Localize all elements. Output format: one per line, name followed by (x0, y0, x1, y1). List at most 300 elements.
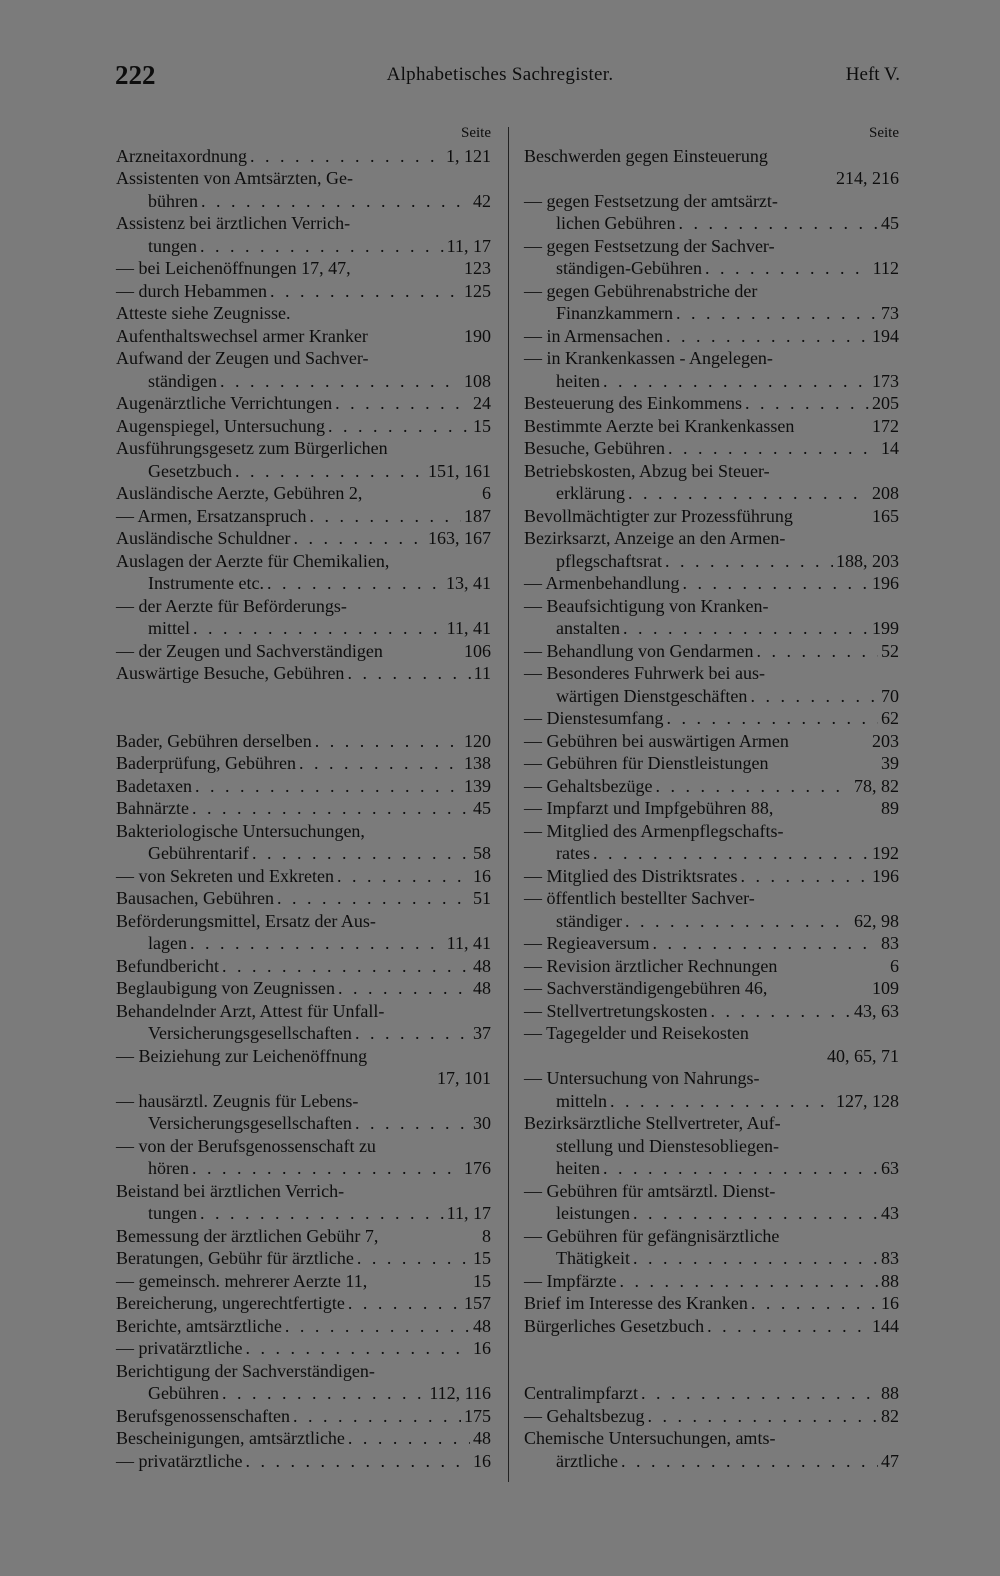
page-refs: 176 (464, 1158, 491, 1178)
entry-text: Versicherungsgesellschaften (148, 1113, 352, 1133)
entry-text: rates (556, 843, 590, 863)
entry-text: — Mitglied des Distriktsrates (524, 865, 738, 886)
index-entry (524, 572, 899, 595)
index-entry (116, 572, 491, 595)
index-entry (116, 1315, 491, 1338)
entry-line: Beschwerden gegen Einsteuerung (524, 145, 768, 166)
index-entry (116, 1112, 491, 1135)
entry-text: — Impfärzte (524, 1270, 617, 1291)
page-refs: 127, 128 (836, 1090, 899, 1111)
leader-dots (756, 640, 878, 663)
page-refs: 8 (482, 1225, 491, 1246)
entry-text: — Regieaversum (524, 933, 650, 953)
index-entry (116, 527, 491, 550)
page-refs: 106 (464, 640, 491, 661)
leader-dots (250, 145, 443, 168)
page-refs: 16 (881, 1293, 899, 1313)
page-refs: 48 (473, 1428, 491, 1448)
page-refs: 208 (872, 483, 899, 503)
page-refs: 15 (473, 1270, 491, 1291)
leader-dots (745, 392, 869, 415)
left-entries (116, 145, 491, 1473)
entry-text: — Gehaltsbezug (524, 1405, 645, 1426)
leader-dots (328, 415, 470, 438)
page-refs: 51 (473, 888, 491, 908)
page-refs: 88 (881, 1270, 899, 1291)
page-refs: 58 (473, 843, 491, 863)
entry-text: anstalten (556, 618, 620, 638)
entry-text: ärztliche (556, 1450, 618, 1471)
entry-text: — Gebühren bei auswärtigen Armen (524, 730, 789, 751)
leader-dots (220, 370, 461, 393)
entry-text: — von Sekreten und Exkreten (116, 865, 334, 886)
page-refs: 70 (881, 685, 899, 706)
leader-dots (628, 482, 869, 505)
entry-text: Baderprüfung, Gebühren (116, 753, 296, 773)
entry-text: Bemessung der ärztlichen Gebühr 7, (116, 1225, 379, 1246)
leader-dots (201, 190, 470, 213)
index-entry (524, 415, 899, 438)
index-entry (524, 437, 899, 460)
entry-text: — Revision ärztlicher Rechnungen (524, 955, 778, 976)
leader-dots (666, 707, 878, 730)
entry-text: Centralimpfarzt (524, 1383, 638, 1403)
page-refs: 139 (464, 775, 491, 796)
index-entry (524, 685, 899, 708)
index-entry (116, 1450, 491, 1473)
leader-dots (190, 932, 444, 955)
leader-dots (750, 685, 878, 708)
page-refs: 88 (881, 1383, 899, 1403)
index-entry (116, 887, 491, 910)
page-refs: 172 (872, 415, 899, 436)
entry-text: Bahnärzte (116, 798, 189, 818)
entry-text: — in Armensachen (524, 325, 663, 346)
index-entry (116, 325, 491, 348)
page-refs: 83 (881, 1248, 899, 1268)
page-refs: 190 (464, 325, 491, 346)
leader-dots (200, 235, 444, 258)
index-entry (524, 302, 899, 325)
entry-text: — Armenbehandlung (524, 573, 680, 593)
index-entry (116, 865, 491, 888)
entry-text: mitteln (556, 1090, 607, 1111)
entry-text: Besteuerung des Einkommens (524, 393, 742, 413)
index-entry (524, 1315, 899, 1338)
entry-line: Beistand bei ärztlichen Verrich- (116, 1180, 345, 1201)
entry-text: — Armen, Ersatzanspruch (116, 505, 307, 526)
entry-text: — Stellvertretungskosten (524, 1000, 708, 1021)
page-refs: 151, 161 (428, 460, 491, 481)
page-refs: 45 (881, 213, 899, 233)
leader-dots (751, 1292, 878, 1315)
entry-text: Instrumente etc. (148, 573, 264, 593)
page-refs: 205 (872, 393, 899, 413)
page-refs: 188, 203 (836, 550, 899, 571)
entry-text: Ausländische Schuldner (116, 528, 291, 548)
leader-dots (347, 662, 470, 685)
entry-line: — Gebühren für amtsärztl. Dienst- (524, 1180, 776, 1201)
index-entry (524, 797, 899, 820)
entry-text: Berichte, amtsärztliche (116, 1315, 282, 1336)
leader-dots (710, 1000, 851, 1023)
index-entry (116, 460, 491, 483)
leader-dots (682, 572, 869, 595)
entry-line: Berichtigung der Sachverständigen- (116, 1360, 375, 1381)
entry-text: — Gehaltsbezüge (524, 775, 653, 796)
entry-text: Badetaxen (116, 775, 192, 796)
index-entry (524, 1405, 899, 1428)
page-refs: 165 (872, 505, 899, 526)
index-entry (116, 392, 491, 415)
leader-dots (222, 1382, 426, 1405)
leader-dots (705, 257, 870, 280)
right-index-column (524, 122, 899, 1472)
page-refs: 24 (473, 393, 491, 413)
issue-label: Heft V. (845, 64, 900, 85)
page-refs: 16 (473, 865, 491, 886)
leader-dots (348, 1427, 470, 1450)
entry-text: — privatärztliche (116, 1450, 243, 1471)
leader-dots (192, 797, 470, 820)
entry-text: mittel (148, 618, 190, 638)
index-entry (524, 257, 899, 280)
page-refs: 62 (881, 708, 899, 728)
index-entry (524, 1000, 899, 1023)
entry-line: Assistenten von Amtsärzten, Ge- (116, 168, 353, 188)
page-refs: 37 (473, 1023, 491, 1043)
entry-text: heiten (556, 1158, 600, 1178)
entry-text: Arzneitaxordnung (116, 145, 247, 166)
index-entry (524, 640, 899, 663)
entry-line: — Beaufsichtigung von Kranken- (524, 595, 769, 616)
page-refs: 175 (464, 1405, 491, 1426)
page-refs: 16 (473, 1450, 491, 1471)
index-entry (524, 482, 899, 505)
page-refs: 73 (881, 303, 899, 323)
index-entry (116, 190, 491, 213)
entry-line: — Tagegelder und Reisekosten (524, 1023, 749, 1043)
leader-dots (222, 955, 470, 978)
index-entry (116, 1225, 491, 1248)
index-entry (116, 280, 491, 303)
leader-dots (633, 1202, 878, 1225)
index-entry (524, 707, 899, 730)
index-entry (116, 1022, 491, 1045)
entry-text: Augenspiegel, Untersuchung (116, 415, 325, 436)
entry-text: Bereicherung, ungerechtfertigte (116, 1293, 345, 1313)
leader-dots (633, 1247, 878, 1270)
entry-text: bühren (148, 190, 198, 211)
seite-label: Seite (869, 125, 899, 141)
index-entry (116, 1427, 491, 1450)
leader-dots (299, 752, 461, 775)
leader-dots (665, 550, 833, 573)
page-refs: 17, 101 (437, 1068, 491, 1088)
entry-line: — hausärztl. Zeugnis für Lebens- (116, 1090, 359, 1111)
index-entry (116, 617, 491, 640)
leader-dots (285, 1315, 470, 1338)
section-gap (116, 685, 491, 730)
entry-text: — Sachverständigengebühren 46, (524, 978, 768, 998)
entry-text: — privatärztliche (116, 1338, 243, 1358)
entry-line: Bezirksärztliche Stellvertreter, Auf- (524, 1113, 781, 1133)
entry-text: Bevollmächtigter zur Prozessführung (524, 505, 793, 526)
index-entry (524, 1270, 899, 1293)
page-refs: 163, 167 (428, 528, 491, 548)
leader-dots (293, 527, 425, 550)
index-entry (524, 775, 899, 798)
entry-text: ständigen (148, 370, 217, 391)
index-entry (524, 370, 899, 393)
page-refs: 214, 216 (836, 168, 899, 188)
entry-text: Gebührentarif (148, 843, 249, 863)
page-refs: 13, 41 (446, 573, 491, 593)
index-entry (116, 752, 491, 775)
entry-line: Behandelnder Arzt, Attest für Unfall- (116, 1000, 385, 1021)
index-entry (116, 257, 491, 280)
entry-text: Augenärztliche Verrichtungen (116, 393, 333, 413)
entry-continuation: stellung und Dienstesobliegen- (556, 1135, 779, 1156)
page-refs: 48 (473, 955, 491, 976)
entry-text: — durch Hebammen (116, 280, 267, 301)
page-refs: 11, 17 (446, 235, 491, 256)
index-entry (116, 235, 491, 258)
page-refs: 42 (473, 190, 491, 211)
index-entry (116, 415, 491, 438)
leader-dots (252, 842, 470, 865)
index-entry (524, 842, 899, 865)
entry-text: Bescheinigungen, amtsärztliche (116, 1428, 345, 1448)
index-entry (116, 955, 491, 978)
page-refs: 43, 63 (854, 1000, 899, 1021)
leader-dots (200, 1202, 444, 1225)
leader-dots (678, 212, 878, 235)
entry-text: Auswärtige Besuche, Gebühren (116, 663, 345, 683)
entry-line: — der Aerzte für Beförderungs- (116, 595, 347, 616)
leader-dots (267, 572, 443, 595)
index-entry (524, 325, 899, 348)
page-refs: 196 (872, 865, 899, 886)
seite-label: Seite (461, 125, 491, 141)
leader-dots (348, 1292, 461, 1315)
entry-text: — Dienstesumfang (524, 708, 664, 728)
entry-line: — Mitglied des Armenpflegschafts- (524, 820, 784, 841)
entry-text: Berufsgenossenschaften (116, 1405, 290, 1426)
page-refs: 43 (881, 1203, 899, 1223)
leader-dots (666, 325, 869, 348)
index-entry (116, 730, 491, 753)
leader-dots (355, 1022, 470, 1045)
entry-text: Bestimmte Aerzte bei Krankenkassen (524, 415, 795, 436)
entry-text: Besuche, Gebühren (524, 438, 665, 458)
entry-line: Bakteriologische Untersuchungen, (116, 820, 365, 841)
page-refs: 6 (482, 483, 491, 503)
entry-line: — Untersuchung von Nahrungs- (524, 1068, 760, 1088)
index-entry (116, 1292, 491, 1315)
entry-text: — der Zeugen und Sachverständigen (116, 640, 383, 661)
page-refs: 196 (872, 573, 899, 593)
leader-dots (603, 1157, 878, 1180)
leader-dots (647, 1405, 878, 1428)
index-entry (524, 505, 899, 528)
entry-text: Beratungen, Gebühr für ärztliche (116, 1248, 354, 1268)
entry-line: — Beiziehung zur Leichenöffnung (116, 1045, 368, 1066)
page-refs: 30 (473, 1113, 491, 1133)
entry-text: lagen (148, 933, 187, 953)
page-refs: 11, 17 (446, 1203, 491, 1223)
page-refs: 47 (881, 1450, 899, 1471)
entry-line: Assistenz bei ärztlichen Verrich- (116, 213, 351, 233)
entry-text: tungen (148, 235, 197, 256)
leader-dots (623, 617, 869, 640)
index-entry (524, 550, 899, 573)
entry-text: tungen (148, 1203, 197, 1223)
index-entry (524, 1157, 899, 1180)
page-refs: 39 (881, 753, 899, 773)
entry-text: ständiger (556, 910, 622, 931)
index-entry (524, 865, 899, 888)
entry-text: Bürgerliches Gesetzbuch (524, 1315, 705, 1336)
index-entry (524, 212, 899, 235)
page-refs: 11, 41 (446, 933, 491, 953)
leader-dots (610, 1090, 833, 1113)
entry-line: Atteste siehe Zeugnisse. (116, 303, 291, 323)
leader-dots (245, 1337, 470, 1360)
leader-dots (192, 1157, 461, 1180)
index-entry (116, 662, 491, 685)
leader-dots (740, 865, 869, 888)
index-entry (524, 617, 899, 640)
entry-text: — bei Leichenöffnungen 17, 47, (116, 258, 351, 278)
page-refs: 15 (473, 1248, 491, 1268)
entry-line: Chemische Untersuchungen, amts- (524, 1428, 776, 1448)
leader-dots (195, 775, 461, 798)
page-refs: 48 (473, 1315, 491, 1336)
leader-dots (668, 437, 878, 460)
leader-dots (593, 842, 869, 865)
page-refs: 125 (464, 280, 491, 301)
entry-text: lichen Gebühren (556, 213, 676, 233)
page-refs: 45 (473, 798, 491, 818)
entry-text: Finanzkammern (556, 303, 673, 323)
index-entry (116, 505, 491, 528)
leader-dots (652, 932, 878, 955)
page-number: 222 (115, 60, 156, 90)
index-entry (524, 1292, 899, 1315)
section-gap (524, 1337, 899, 1382)
index-entry (116, 640, 491, 663)
index-entry (116, 775, 491, 798)
index-entry (116, 370, 491, 393)
page-refs: 62, 98 (854, 910, 899, 931)
page-refs: 112 (872, 258, 899, 278)
entry-text: hören (148, 1158, 189, 1178)
page-refs: 194 (872, 325, 899, 346)
page-refs: 187 (464, 505, 491, 526)
entry-text: Ausländische Aerzte, Gebühren 2, (116, 483, 363, 503)
entry-text: wärtigen Dienstgeschäften (556, 685, 748, 706)
entry-text: — Impfarzt und Impfgebühren 88, (524, 798, 774, 818)
entry-line: — öffentlich bestellter Sachver- (524, 888, 755, 908)
leader-dots (293, 1405, 461, 1428)
leader-dots (193, 617, 444, 640)
page-refs: 82 (881, 1405, 899, 1426)
leader-dots (245, 1450, 470, 1473)
leader-dots (315, 730, 461, 753)
page-refs: 40, 65, 71 (827, 1045, 899, 1066)
entry-line: — Gebühren für gefängnisärztliche (524, 1225, 780, 1246)
index-entry (524, 932, 899, 955)
page-refs: 6 (890, 955, 899, 976)
leader-dots (357, 1247, 470, 1270)
entry-text: Beglaubigung von Zeugnissen (116, 978, 335, 998)
entry-text: Gesetzbuch (148, 460, 232, 481)
page-refs: 16 (473, 1338, 491, 1358)
leader-dots (676, 302, 878, 325)
page-refs: 52 (881, 640, 899, 661)
entry-line: — gegen Gebührenabstriche der (524, 280, 758, 301)
page-refs: 78, 82 (854, 775, 899, 796)
page-refs: 173 (872, 370, 899, 391)
running-title: Alphabetisches Sachregister. (386, 64, 614, 85)
index-entry (116, 1337, 491, 1360)
entry-text: Bader, Gebühren derselben (116, 730, 312, 751)
entry-text: Befundbericht (116, 955, 219, 976)
entry-text: Aufenthaltswechsel armer Kranker (116, 325, 368, 346)
entry-text: — gemeinsch. mehrerer Aerzte 11, (116, 1270, 368, 1291)
index-entry (116, 1202, 491, 1225)
index-entry (524, 730, 899, 753)
entry-line: Bezirksarzt, Anzeige an den Armen- (524, 528, 786, 548)
index-entry (524, 955, 899, 978)
page-refs: 199 (872, 618, 899, 638)
page-refs: 83 (881, 933, 899, 953)
page-refs: 157 (464, 1293, 491, 1313)
entry-line: Beförderungsmittel, Ersatz der Aus- (116, 910, 376, 931)
page-refs: 120 (464, 730, 491, 751)
index-entry (524, 1382, 899, 1405)
entry-text: leistungen (556, 1203, 630, 1223)
leader-dots (309, 505, 461, 528)
page-refs: 192 (872, 843, 899, 863)
page-refs: 89 (881, 798, 899, 818)
page-refs: 48 (473, 978, 491, 998)
page-refs: 11, 41 (446, 618, 491, 638)
page-header (0, 58, 1000, 98)
entry-line: — in Krankenkassen - Angelegen- (524, 348, 773, 368)
entry-text: erklärung (556, 483, 625, 503)
column-divider (508, 127, 509, 1482)
entry-text: Versicherungsgesellschaften (148, 1023, 352, 1043)
left-index-column (116, 122, 491, 1472)
index-entry (524, 1247, 899, 1270)
page-refs: 108 (464, 370, 491, 391)
leader-dots (619, 1270, 878, 1293)
page-refs: 144 (872, 1315, 899, 1336)
leader-dots (655, 775, 851, 798)
leader-dots (603, 370, 869, 393)
index-entry (116, 145, 491, 168)
index-entry (524, 910, 899, 933)
entry-text: Gebühren (148, 1383, 219, 1403)
right-entries (524, 145, 899, 1473)
index-entry (116, 1382, 491, 1405)
entry-line: Betriebskosten, Abzug bei Steuer- (524, 460, 770, 481)
entry-line: — gegen Festsetzung der amtsärzt- (524, 190, 778, 211)
leader-dots (641, 1382, 878, 1405)
leader-dots (335, 392, 470, 415)
